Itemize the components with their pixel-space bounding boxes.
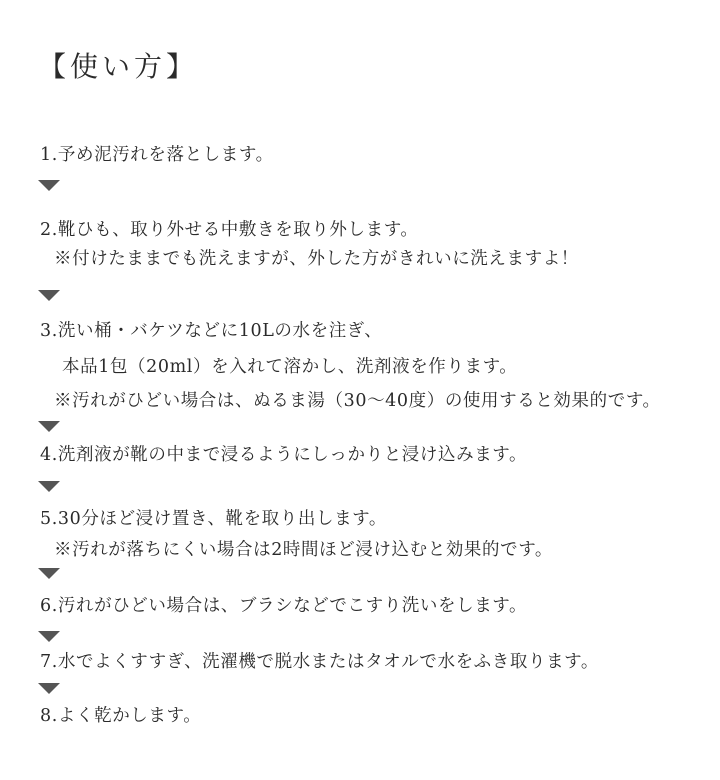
triangle-down-icon [38,683,60,694]
triangle-down-icon [38,180,60,191]
step-4-line-1: 4.洗剤液が靴の中まで浸るようにしっかりと浸け込みます。 [40,445,528,465]
step-3-line-1: 3.洗い桶・バケツなどに10Lの水を注ぎ、 [40,321,383,341]
triangle-down-icon [38,290,60,301]
step-2-note: ※付けたままでも洗えますが、外した方がきれいに洗えますよ！ [54,249,579,269]
step-7-line-1: 7.水でよくすすぎ、洗濯機で脱水またはタオルで水をふき取ります。 [40,652,599,672]
step-2-line-1: 2.靴ひも、取り外せる中敷きを取り外します。 [40,220,419,240]
step-8-line-1: 8.よく乾かします。 [40,706,202,726]
step-3-note: ※汚れがひどい場合は、ぬるま湯（30～40度）の使用すると効果的です。 [54,391,661,411]
step-5-note: ※汚れが落ちにくい場合は2時間ほど浸け込むと効果的です。 [54,540,554,560]
step-3-line-2: 本品1包（20ml）を入れて溶かし、洗剤液を作ります。 [62,357,518,377]
step-6-line-1: 6.汚れがひどい場合は、ブラシなどでこすり洗いをします。 [40,596,528,616]
triangle-down-icon [38,481,60,492]
step-5-line-1: 5.30分ほど浸け置き、靴を取り出します。 [40,509,387,529]
step-1-line-1: 1.予め泥汚れを落とします。 [40,145,274,165]
triangle-down-icon [38,631,60,642]
triangle-down-icon [38,568,60,579]
triangle-down-icon [38,421,60,432]
page-title: 【使い方】 [38,50,199,83]
